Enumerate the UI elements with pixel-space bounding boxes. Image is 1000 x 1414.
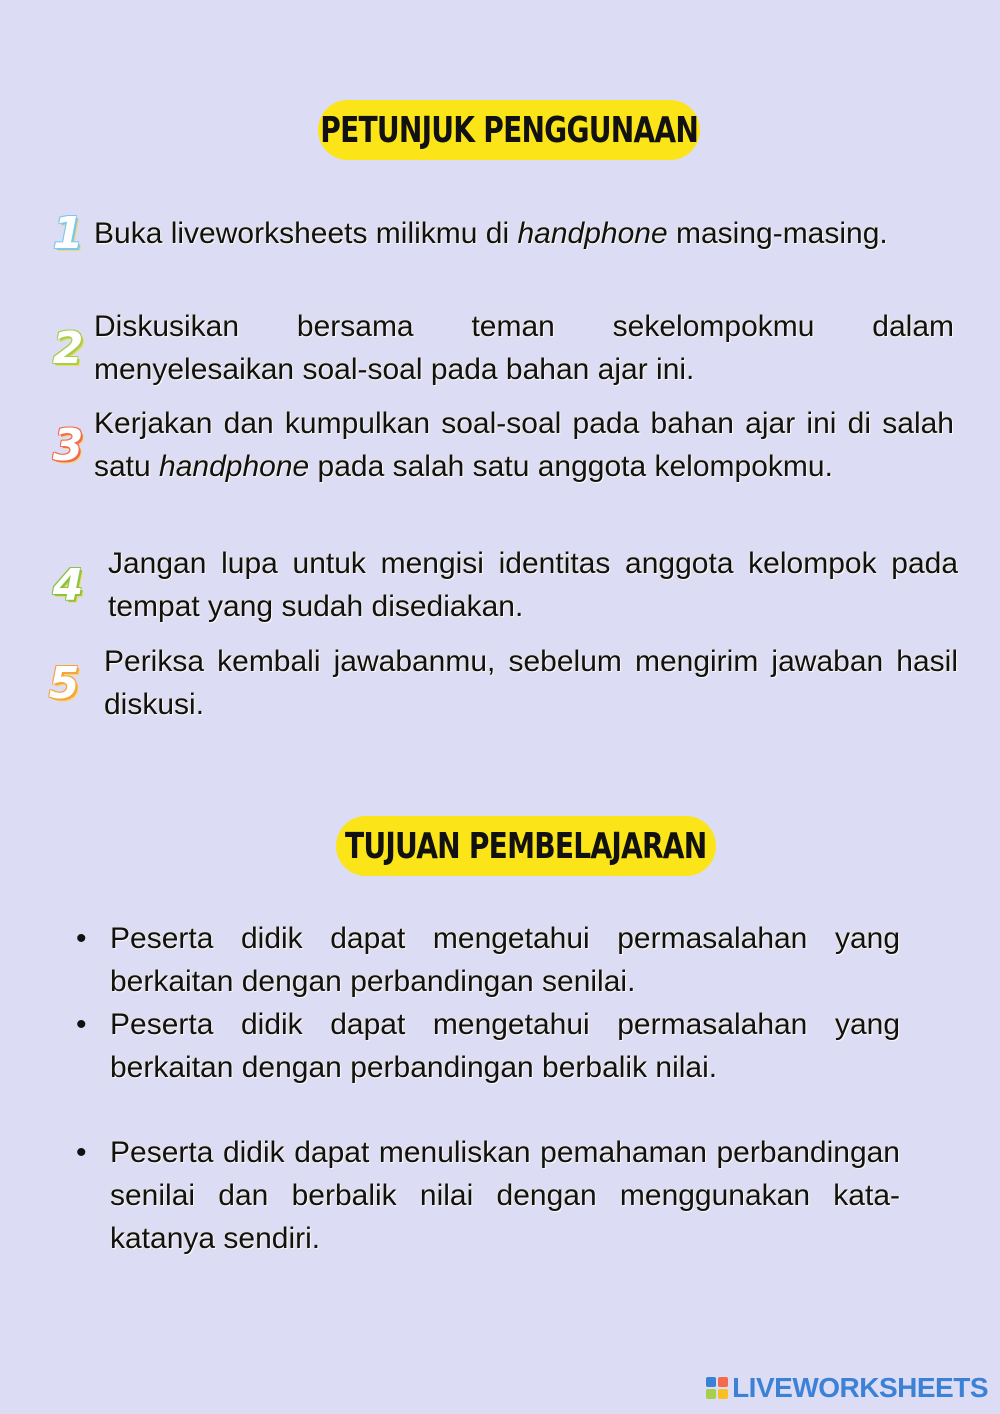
objectives-title: TUJUAN PEMBELAJARAN (345, 825, 707, 867)
brand-label: LIVEWORKSHEETS (732, 1372, 988, 1403)
number-3-icon (42, 420, 94, 471)
instructions-title-highlight (318, 100, 700, 160)
liveworksheets-logo-icon (706, 1377, 728, 1399)
instruction-step-1 (42, 208, 954, 259)
logo-square (706, 1389, 716, 1399)
instruction-step-4 (42, 542, 958, 628)
objective-text: Peserta didik dapat mengetahui permasalahan yang berkaitan dengan perbandingan berbalik nilai. (110, 1008, 900, 1084)
logo-square (706, 1377, 716, 1387)
logo-square (718, 1389, 728, 1399)
step-text: Diskusikan bersama teman sekelompokmu dalam menyelesaikan soal-soal pada bahan ajar ini. (94, 310, 954, 386)
step-number: 1 (52, 208, 84, 259)
step-text: Buka liveworksheets milikmu di handphone masing-masing. (94, 217, 888, 250)
bullet-icon: • (76, 922, 87, 955)
step-text: Periksa kembali jawabanmu, sebelum mengirim jawaban hasil diskusi. (104, 645, 958, 721)
number-2-icon (42, 323, 94, 374)
step-number: 3 (52, 419, 84, 471)
instruction-step-3 (42, 402, 954, 488)
objective-item (76, 1003, 900, 1089)
objective-text: Peserta didik dapat menuliskan pemahaman perbandingan senilai dan berbalik nilai dengan menggunakan kata-katanya sendiri. (110, 1136, 900, 1255)
objective-text: Peserta didik dapat mengetahui permasalahan yang berkaitan dengan perbandingan senilai. (110, 922, 900, 998)
bullet-icon: • (76, 1008, 87, 1041)
number-4-icon (42, 560, 94, 611)
step-number: 4 (52, 559, 84, 611)
step-number: 5 (48, 657, 80, 709)
logo-square (718, 1377, 728, 1387)
step-number: 2 (52, 322, 84, 374)
step-text: Jangan lupa untuk mengisi identitas anggota kelompok pada tempat yang sudah disediakan. (108, 547, 958, 623)
bullet-icon: • (76, 1136, 87, 1169)
number-5-icon (38, 658, 90, 709)
objectives-title-highlight (336, 816, 716, 876)
objective-item (76, 1131, 900, 1260)
instruction-step-5 (38, 640, 958, 726)
number-1-icon (42, 208, 94, 259)
instructions-title: PETUNJUK PENGGUNAAN (320, 109, 698, 151)
step-text: Kerjakan dan kumpulkan soal-soal pada bahan ajar ini di salah satu handphone pada salah satu anggota kelompokmu. (94, 407, 954, 483)
liveworksheets-brand[interactable] (706, 1372, 988, 1404)
instruction-step-2 (42, 305, 954, 391)
objective-item (76, 917, 900, 1003)
